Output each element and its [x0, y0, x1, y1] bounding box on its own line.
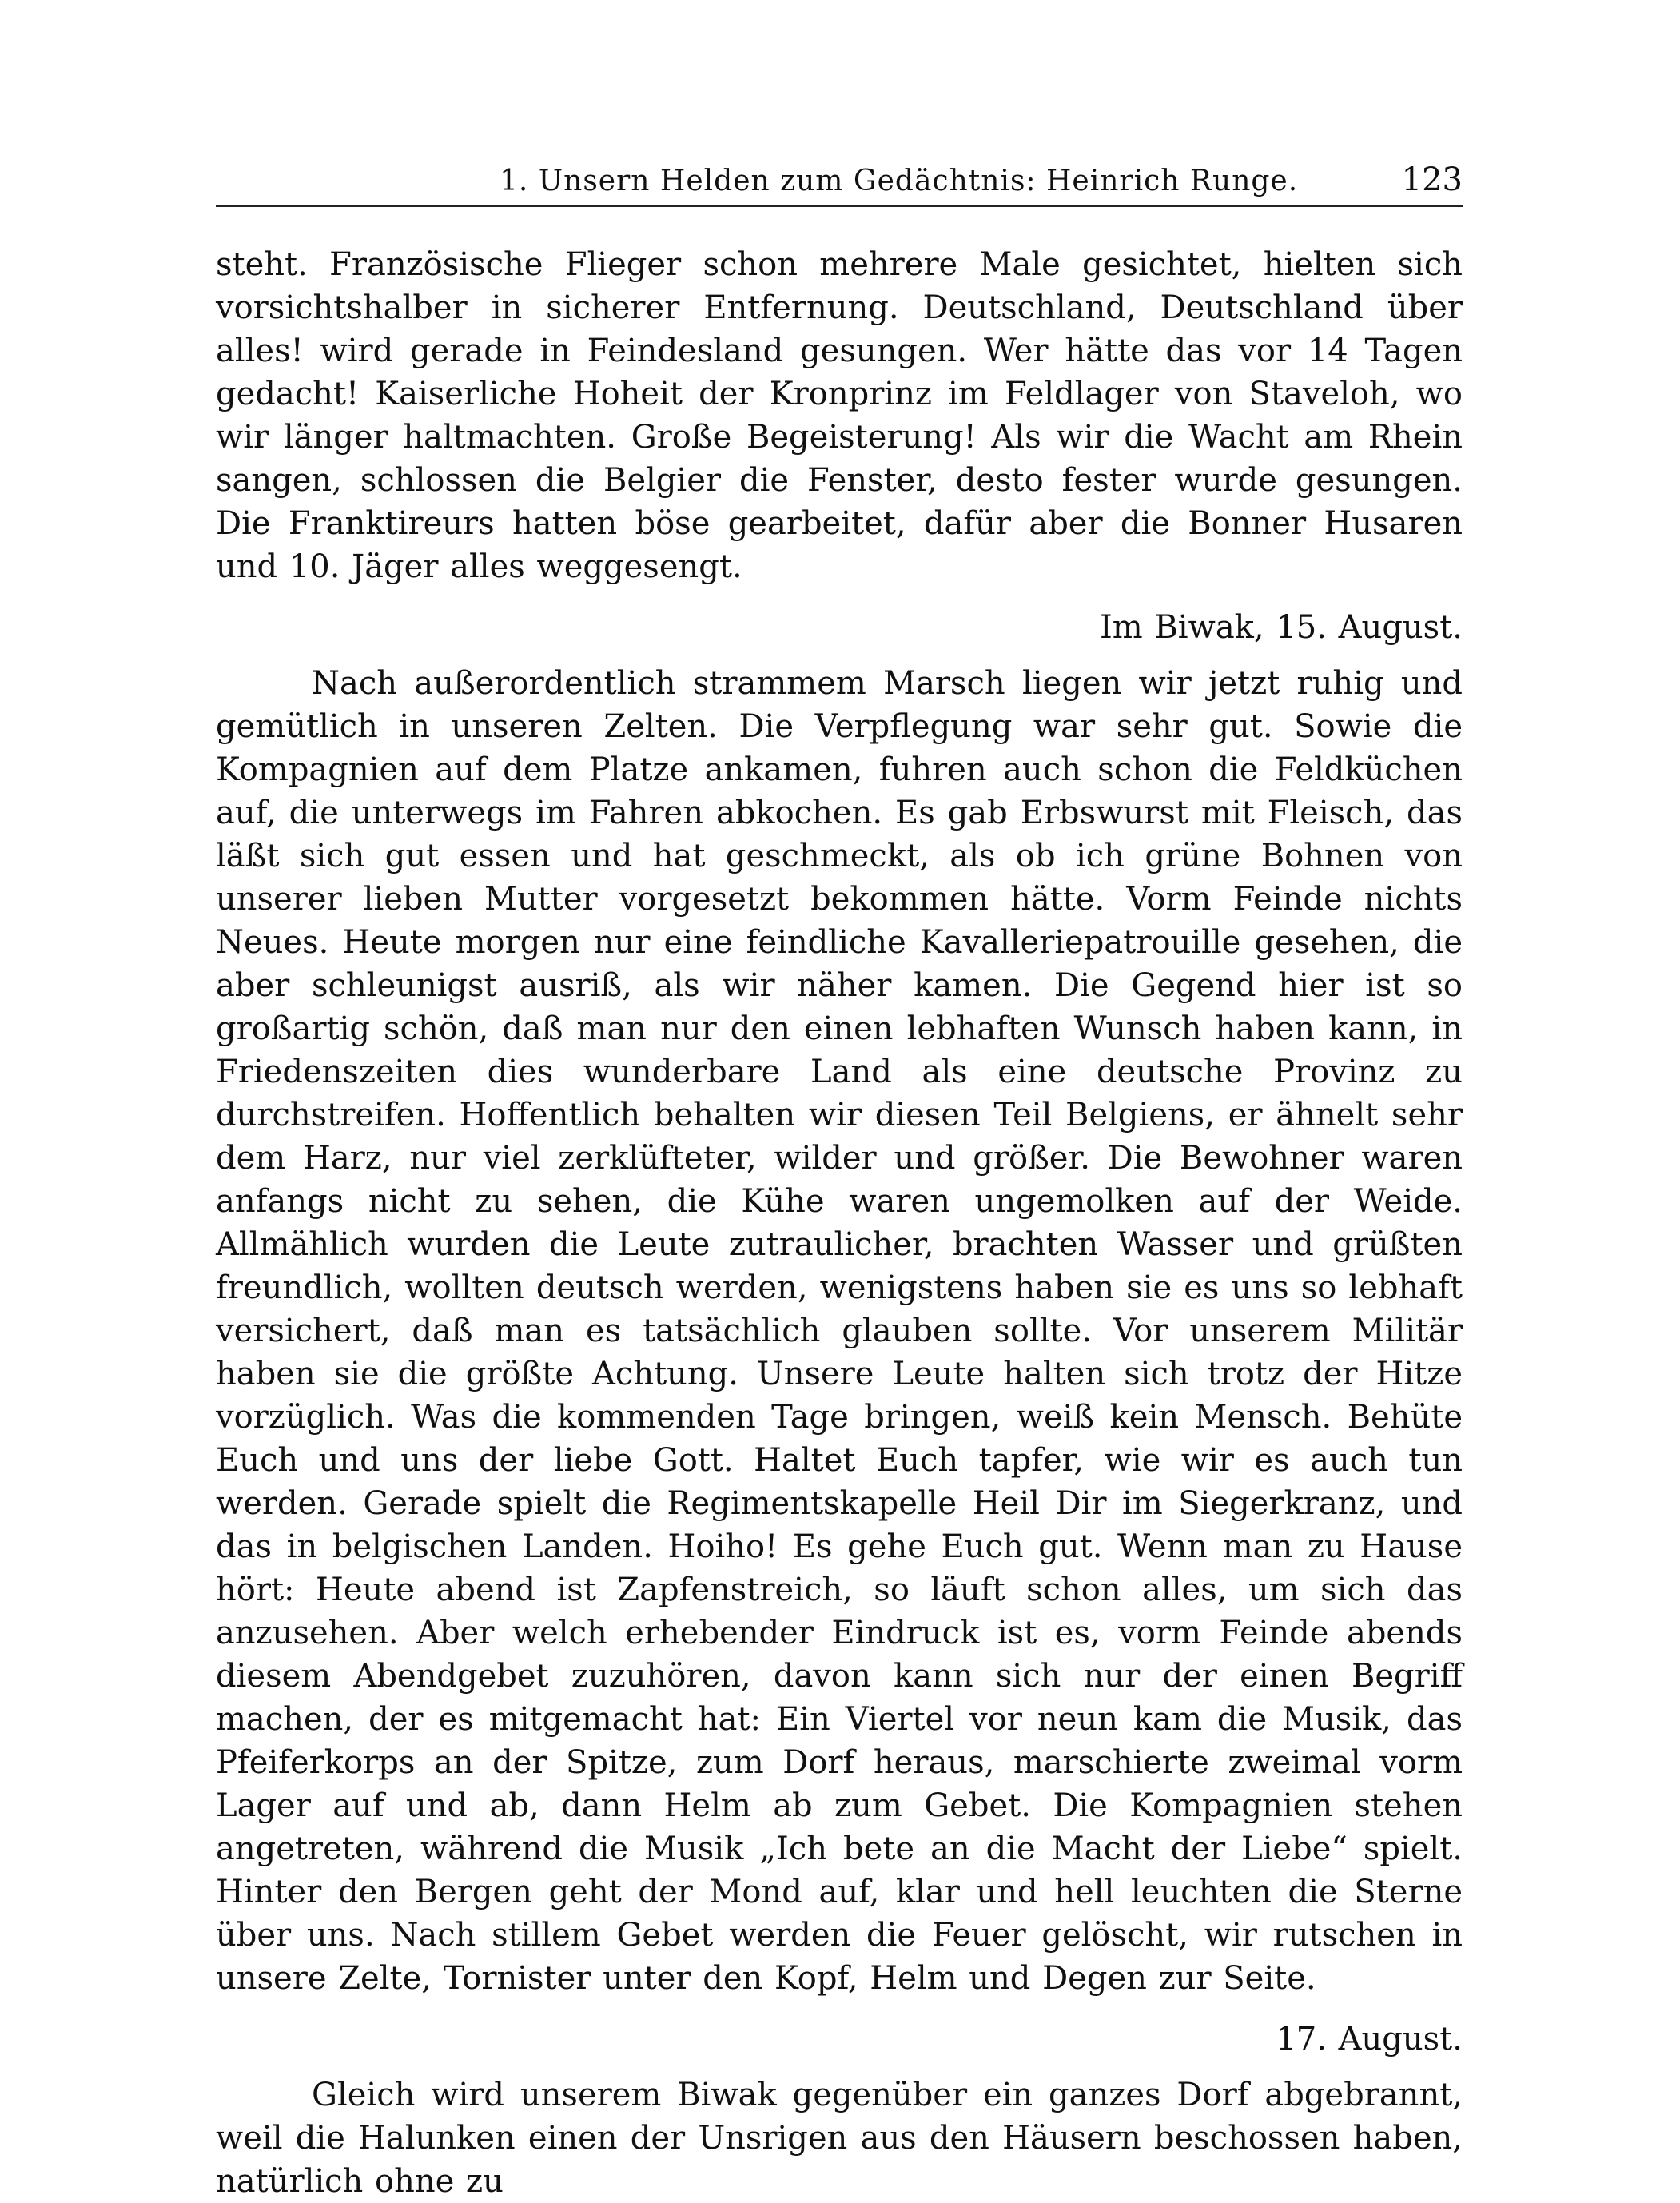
page-number: 123 — [1401, 161, 1463, 198]
body-text — [216, 243, 1463, 2203]
paragraph-17-august: Gleich wird unserem Biwak gegenüber ein ganzes Dorf abgebrannt, weil die Halunken einen der Unsrigen aus den Häusern beschossen haben, natürlich ohne zu — [216, 2077, 1463, 2200]
paragraph-continuation: steht. Französische Flieger schon mehrere Male gesichtet, hielten sich vorsichtshalber in sicherer Entfernung. Deutschland, Deutschland über alles! wird gerade in Feindesland gesungen. Wer hätte das vor 14 Tagen gedacht! Kaiserliche Hoheit der Kronprinz im Feldlager von Staveloh, wo wir länger haltmachten. Große Begeisterung! Als wir die Wacht am Rhein sangen, schlossen die Belgier die Fenster, desto fester wurde gesungen. Die Franktireurs hatten böse gearbeitet, dafür aber die Bonner Husaren und 10. Jäger alles weggesengt. — [216, 246, 1463, 585]
dateline-17-august: 17. August. — [1276, 2021, 1463, 2058]
page-header — [216, 160, 1463, 211]
dateline-15-august: Im Biwak, 15. August. — [1099, 609, 1463, 646]
running-title: 1. Unsern Helden zum Gedächtnis: Heinrich Runge. — [500, 165, 1299, 197]
header-rule — [216, 205, 1463, 207]
book-page — [216, 160, 1463, 2203]
paragraph-15-august: Nach außerordentlich strammem Marsch liegen wir jetzt ruhig und gemütlich in unseren Zelten. Die Verpflegung war sehr gut. Sowie die Kompagnien auf dem Platze ankamen, fuhren auch schon die Feldküchen auf, die unterwegs im Fahren abkochen. Es gab Erbswurst mit Fleisch, das läßt sich gut essen und hat geschmeckt, als ob ich grüne Bohnen von unserer lieben Mutter vorgesetzt bekommen hätte. Vorm Feinde nichts Neues. Heute morgen nur eine feindliche Kavalleriepatrouille gesehen, die aber schleunigst ausriß, als wir näher kamen. Die Gegend hier ist so großartig schön, daß man nur den einen lebhaften Wunsch haben kann, in Friedenszeiten dies wunderbare Land als eine deutsche Provinz zu durchstreifen. Hoffentlich behalten wir diesen Teil Belgiens, er ähnelt sehr dem Harz, nur viel zerklüfteter, wilder und größer. Die Bewohner waren anfangs nicht zu sehen, die Kühe waren ungemolken auf der Weide. Allmählich wurden die Leute zutraulicher, brachten Wasser und grüßten freundlich, wollten deutsch werden, wenigstens haben sie es uns so lebhaft versichert, daß man es tatsächlich glauben sollte. Vor unserem Militär haben sie die größte Achtung. Unsere Leute halten sich trotz der Hitze vorzüglich. Was die kommenden Tage bringen, weiß kein Mensch. Behüte Euch und uns der liebe Gott. Haltet Euch tapfer, wie wir es auch tun werden. Gerade spielt die Regimentskapelle Heil Dir im Siegerkranz, und das in belgischen Landen. Hoiho! Es gehe Euch gut. Wenn man zu Hause hört: Heute abend ist Zapfenstreich, so läuft schon alles, um sich das anzusehen. Aber welch erhebender Eindruck ist es, vorm Feinde abends diesem Abendgebet zuzuhören, davon kann sich nur der einen Begriff machen, der es mitgemacht hat: Ein Viertel vor neun kam die Musik, das Pfeiferkorps an der Spitze, zum Dorf heraus, marschierte zweimal vorm Lager auf und ab, dann Helm ab zum Gebet. Die Kompagnien stehen angetreten, während die Musik „Ich bete an die Macht der Liebe“ spielt. Hinter den Bergen geht der Mond auf, klar und hell leuchten die Sterne über uns. Nach stillem Gebet werden die Feuer gelöscht, wir rutschen in unsere Zelte, Tornister unter den Kopf, Helm und Degen zur Seite. — [216, 665, 1463, 1997]
